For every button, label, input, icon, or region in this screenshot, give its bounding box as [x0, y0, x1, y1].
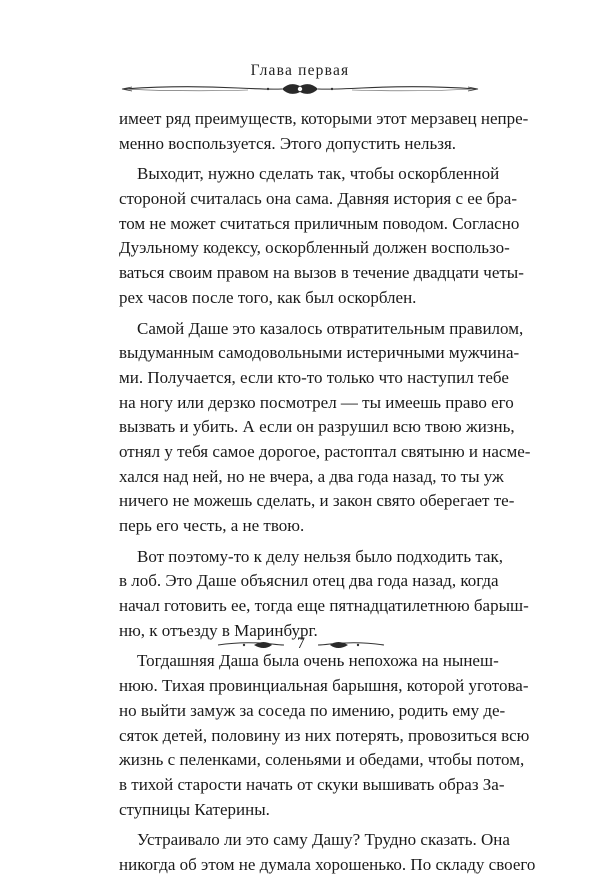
text-line: ничего не можешь сделать, и закон свято оберегает те- [119, 491, 515, 511]
paragraph [119, 162, 524, 310]
text-line: выдуманным самодовольными истеричными мужчина- [119, 343, 520, 363]
text-line: хался над ней, но не вчера, а два года назад, то ты уж [119, 466, 504, 486]
text-line: имеет ряд преимуществ, которыми этот мерзавец непре- [119, 109, 529, 128]
text-line: в тихой старости начать от скуки вышивать образ За- [119, 774, 505, 794]
text-line: нюю. Тихая провинциальная барышня, которой уготова- [119, 676, 529, 696]
text-line: ступницы Катерины. [119, 799, 270, 819]
text-line: перь его честь, а не твою. [119, 516, 305, 535]
text-line: ню, к отъезду в Маринбург. [119, 620, 318, 640]
text-line: начал готовить ее, тогда еще пятнадцатилетнюю барыш- [119, 596, 529, 616]
text-line: стороной считалась она сама. Давняя история с ее бра- [119, 189, 517, 209]
paragraph [119, 317, 531, 539]
text-line: Самой Даше это казалось отвратительным правилом, [137, 318, 524, 338]
paragraph [119, 828, 536, 877]
text-line: рех часов после того, как был оскорблен. [119, 287, 417, 307]
text-line: Вот поэтому-то к делу нельзя было подходить так, [137, 546, 504, 566]
paragraph [119, 545, 529, 644]
text-line: менно воспользуется. Этого допустить нельзя. [119, 133, 457, 153]
text-line: Тогдашняя Даша была очень непохожа на нынеш- [137, 651, 499, 671]
running-header [118, 62, 482, 102]
text-line: жизнь с пеленками, соленьями и обедами, чтобы потом, [119, 750, 525, 770]
text-line: в лоб. Это Даше объяснил отец два года назад, когда [119, 571, 499, 591]
text-line: сяток детей, половину из них потерять, провозиться всю [119, 725, 530, 745]
text-line: ваться своим правом на вызов в течение двадцати четы- [119, 263, 524, 283]
page-footer [214, 633, 388, 657]
text-line: отнял у тебя самое дорогое, растоптал святыню и насме- [119, 441, 531, 461]
text-line: на ногу или дерзко посмотрел — ты имеешь право его [119, 392, 514, 412]
ornamental-rule [118, 76, 482, 102]
text-line: ми. Получается, если кто-то только что наступил тебе [119, 367, 509, 387]
paragraph [119, 649, 530, 822]
chapter-title: Глава первая [250, 62, 350, 79]
text-line: вызвать и убить. А если он разрушил всю твою жизнь, [119, 417, 515, 437]
text-line: том не может считаться приличным поводом. Согласно [119, 213, 520, 233]
text-line: Устраивало ли это саму Дашу? Трудно сказать. Она [137, 830, 510, 850]
paragraph [119, 107, 529, 156]
text-line: никогда об этом не думала хорошенько. По складу своего [119, 854, 536, 874]
page-number: 7 [297, 635, 305, 652]
text-line: Дуэльному кодексу, оскорбленный должен воспользо- [119, 238, 510, 258]
body-text [119, 107, 536, 878]
text-line: Выходит, нужно сделать так, чтобы оскорбленной [137, 164, 500, 184]
text-line: но выйти замуж за соседа по имению, родить ему де- [119, 700, 506, 720]
